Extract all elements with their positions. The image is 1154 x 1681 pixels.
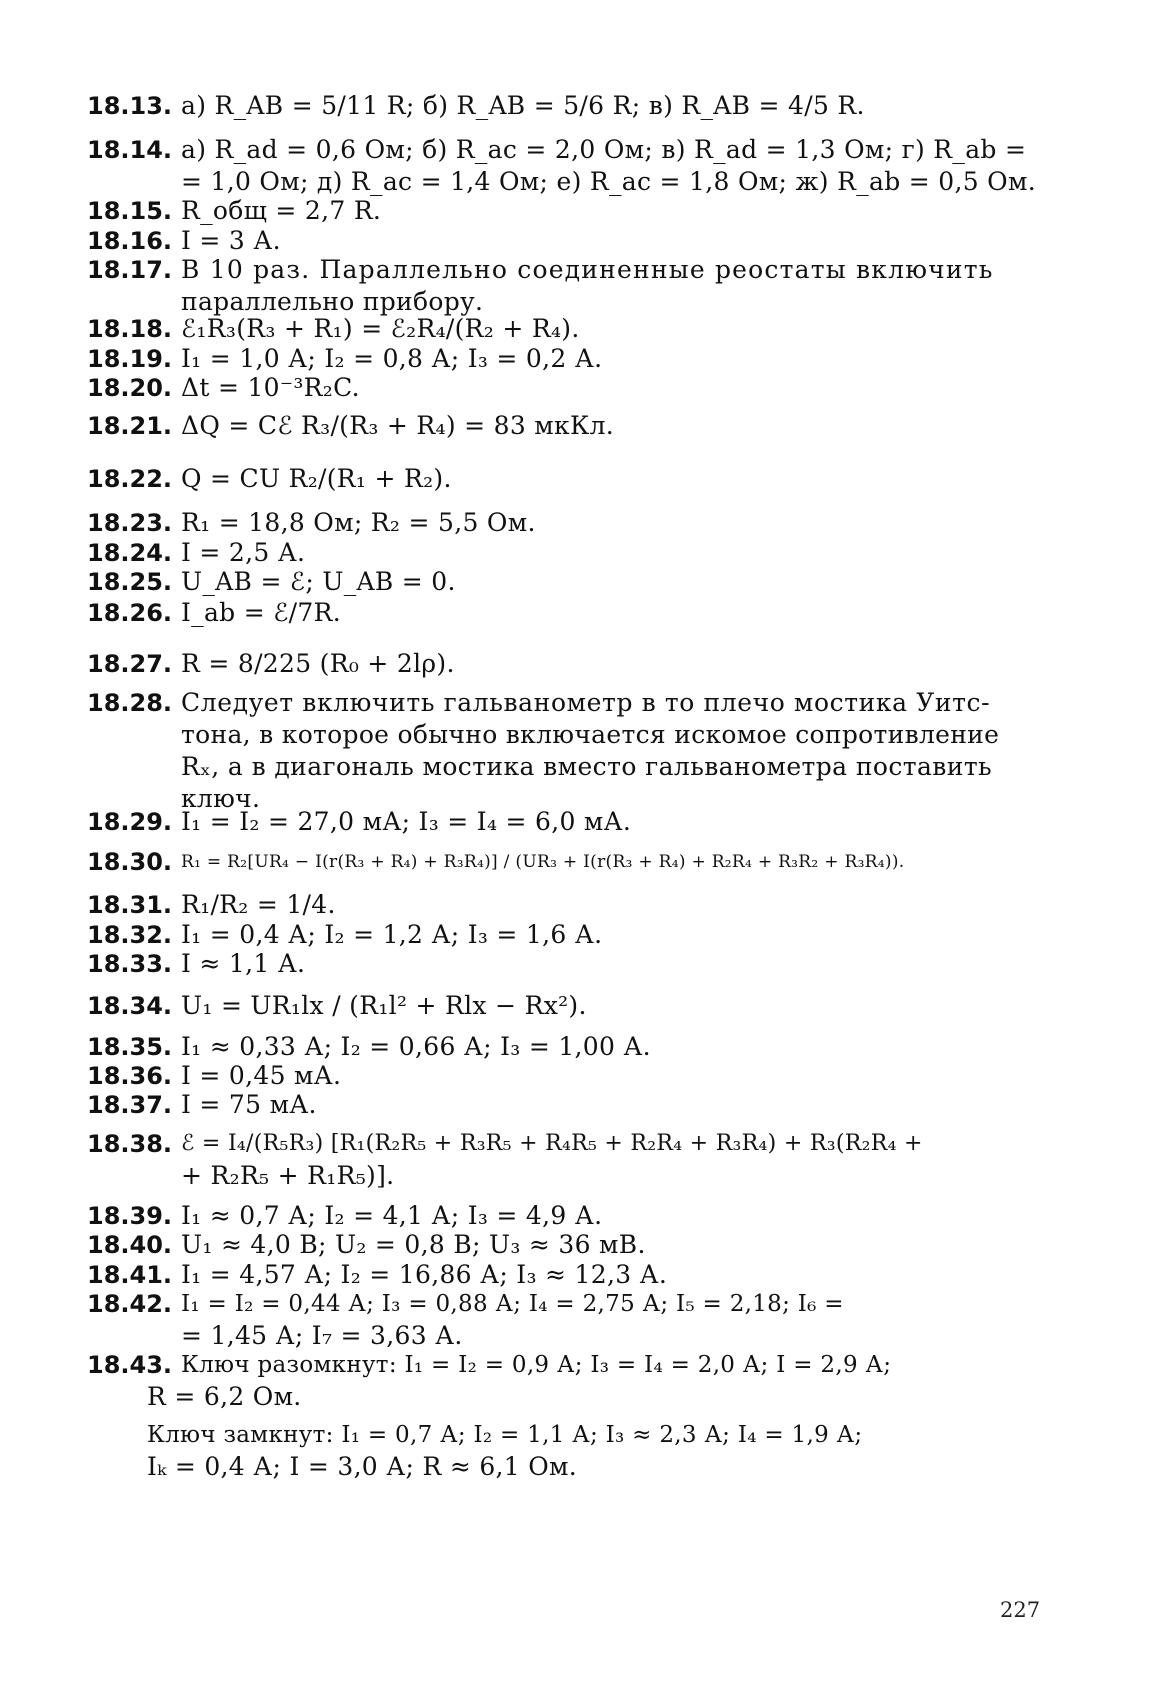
answer-number: 18.21. — [87, 412, 173, 440]
answer-line: U₁ ≈ 4,0 В; U₂ = 0,8 В; U₃ ≈ 36 мВ. — [181, 1230, 646, 1259]
answer-line: Следует включить гальванометр в то плечо мостика Уитс- — [181, 688, 991, 717]
answer-number: 18.36. — [87, 1062, 173, 1090]
answer-line: I₁ = 1,0 А; I₂ = 0,8 А; I₃ = 0,2 А. — [181, 344, 603, 373]
answer-line: а) R_AB = 5/11 R; б) R_AB = 5/6 R; в) R_AB = 4/5 R. — [181, 91, 865, 120]
answer-line: Δt = 10⁻³R₂C. — [181, 373, 360, 402]
answer-18-38 — [87, 1128, 1027, 1192]
answer-line: ключ. — [181, 784, 261, 813]
answer-line: I₁ = I₂ = 0,44 А; I₃ = 0,88 А; I₄ = 2,75 А; I₅ = 2,18; I₆ = — [181, 1291, 844, 1317]
answer-line: I = 3 А. — [181, 226, 281, 255]
answer-line: параллельно прибору. — [181, 287, 484, 316]
answer-18-27 — [87, 648, 1027, 680]
answer-18-31 — [87, 889, 1027, 921]
answer-line: тона, в которое обычно включается искомое сопротивление — [181, 720, 1000, 749]
answer-line: Rₓ, а в диагональ мостика вместо гальванометра поставить — [181, 752, 993, 781]
answer-line: I₁ ≈ 0,33 А; I₂ = 0,66 А; I₃ = 1,00 А. — [181, 1032, 651, 1061]
answer-18-41 — [87, 1259, 1027, 1291]
answer-number: 18.38. — [87, 1130, 173, 1158]
answer-18-29 — [87, 806, 1027, 838]
answer-number: 18.33. — [87, 950, 173, 978]
answer-number: 18.39. — [87, 1202, 173, 1230]
answer-18-13 — [87, 90, 1027, 122]
answer-line: а) R_ad = 0,6 Ом; б) R_ac = 2,0 Ом; в) R_ad = 1,3 Ом; г) R_ab = — [181, 135, 1027, 164]
answer-number: 18.16. — [87, 227, 173, 255]
answer-number: 18.15. — [87, 197, 173, 225]
answer-line: Q = CU R₂/(R₁ + R₂). — [181, 464, 452, 493]
answer-number: 18.42. — [87, 1290, 173, 1318]
answer-18-18 — [87, 313, 1027, 345]
answer-number: 18.23. — [87, 509, 173, 537]
answer-number: 18.31. — [87, 891, 173, 919]
answer-number: 18.14. — [87, 136, 173, 164]
answer-line: I = 0,45 мА. — [181, 1061, 342, 1090]
answer-number: 18.17. — [87, 256, 173, 284]
answer-18-25 — [87, 566, 1027, 598]
answer-line: Iₖ = 0,4 А; I = 3,0 А; R ≈ 6,1 Ом. — [147, 1452, 578, 1481]
answer-18-17 — [87, 254, 1027, 318]
answer-18-19 — [87, 343, 1027, 375]
answer-line: I = 75 мА. — [181, 1090, 317, 1119]
answer-18-15 — [87, 195, 1027, 227]
answer-number: 18.34. — [87, 992, 173, 1020]
answer-line: I₁ = 0,4 А; I₂ = 1,2 А; I₃ = 1,6 А. — [181, 920, 603, 949]
answer-18-37 — [87, 1089, 1027, 1121]
answer-line: В 10 раз. Параллельно соединенные реостаты включить — [181, 255, 994, 284]
answer-line: R₁ = R₂[UR₄ − I(r(R₃ + R₄) + R₃R₄)] / (UR₃ + I(r(R₃ + R₄) + R₂R₄ + R₃R₂ + R₃R₄)). — [181, 852, 905, 872]
answer-number: 18.35. — [87, 1033, 173, 1061]
answer-line: I₁ = 4,57 А; I₂ = 16,86 А; I₃ ≈ 12,3 А. — [181, 1260, 668, 1289]
answer-line: R = 8/225 (R₀ + 2lρ). — [181, 649, 455, 678]
answer-number: 18.24. — [87, 539, 173, 567]
answer-number: 18.18. — [87, 315, 173, 343]
answer-18-16 — [87, 225, 1027, 257]
answer-18-20 — [87, 372, 1027, 404]
answer-number: 18.25. — [87, 568, 173, 596]
answer-line: I ≈ 1,1 А. — [181, 949, 306, 978]
answer-number: 18.29. — [87, 808, 173, 836]
answer-number: 18.40. — [87, 1231, 173, 1259]
answer-number: 18.37. — [87, 1091, 173, 1119]
answer-line: R₁/R₂ = 1/4. — [181, 890, 336, 919]
answer-18-35 — [87, 1031, 1027, 1063]
answer-number: 18.19. — [87, 345, 173, 373]
answer-line: R = 6,2 Ом. — [147, 1382, 302, 1411]
answer-number: 18.41. — [87, 1261, 173, 1289]
answer-line: I₁ = I₂ = 27,0 мА; I₃ = I₄ = 6,0 мА. — [181, 807, 632, 836]
answer-18-26 — [87, 597, 1027, 629]
answer-number: 18.28. — [87, 689, 173, 717]
answer-18-30 — [87, 846, 1027, 878]
answer-18-33 — [87, 948, 1027, 980]
answer-line: I_ab = ℰ/7R. — [181, 598, 341, 627]
answer-line: + R₂R₅ + R₁R₅)]. — [181, 1161, 395, 1190]
answer-line: U_AB = ℰ; U_AB = 0. — [181, 567, 456, 596]
answer-18-42 — [87, 1288, 1027, 1352]
answer-line: = 1,45 А; I₇ = 3,63 А. — [181, 1321, 463, 1350]
answer-line: R_общ = 2,7 R. — [181, 196, 382, 225]
answer-number: 18.22. — [87, 465, 173, 493]
answer-18-23 — [87, 507, 1027, 539]
answer-18-32 — [87, 919, 1027, 951]
page-number: 227 — [1000, 1598, 1041, 1622]
answer-line: I = 2,5 А. — [181, 538, 306, 567]
answer-18-39 — [87, 1200, 1027, 1232]
answer-18-22 — [87, 463, 1027, 495]
answer-number: 18.20. — [87, 374, 173, 402]
answer-number: 18.26. — [87, 599, 173, 627]
answer-18-24 — [87, 537, 1027, 569]
answer-number: 18.30. — [87, 848, 173, 876]
answer-number: 18.13. — [87, 92, 173, 120]
answer-line: Ключ разомкнут: I₁ = I₂ = 0,9 А; I₃ = I₄ = 2,0 А; I = 2,9 А; — [181, 1352, 892, 1378]
answer-line: I₁ ≈ 0,7 А; I₂ = 4,1 А; I₃ = 4,9 А. — [181, 1201, 603, 1230]
answer-number: 18.32. — [87, 921, 173, 949]
answer-18-21 — [87, 410, 1027, 442]
answer-18-36 — [87, 1060, 1027, 1092]
answer-number: 18.43. — [87, 1351, 173, 1379]
answer-18-43 — [87, 1349, 1027, 1483]
answer-line: R₁ = 18,8 Ом; R₂ = 5,5 Ом. — [181, 508, 536, 537]
answer-18-28 — [87, 687, 1027, 815]
answer-line: ℰ = I₄/(R₅R₃) [R₁(R₂R₅ + R₃R₅ + R₄R₅ + R₂R₄ + R₃R₄) + R₃(R₂R₄ + — [181, 1131, 923, 1156]
answer-number: 18.27. — [87, 650, 173, 678]
answer-18-40 — [87, 1229, 1027, 1261]
answer-line: ΔQ = Cℰ R₃/(R₃ + R₄) = 83 мкКл. — [181, 411, 615, 440]
answer-18-14 — [87, 134, 1036, 198]
answer-line: U₁ = UR₁lx / (R₁l² + Rlx − Rx²). — [181, 991, 587, 1020]
answer-line: = 1,0 Ом; д) R_ac = 1,4 Ом; е) R_ac = 1,8 Ом; ж) R_ab = 0,5 Ом. — [181, 167, 1036, 196]
answer-line: Ключ замкнут: I₁ = 0,7 А; I₂ = 1,1 А; I₃ ≈ 2,3 А; I₄ = 1,9 А; — [147, 1422, 863, 1448]
answer-18-34 — [87, 990, 1027, 1022]
answer-line: ℰ₁R₃(R₃ + R₁) = ℰ₂R₄/(R₂ + R₄). — [181, 314, 580, 343]
